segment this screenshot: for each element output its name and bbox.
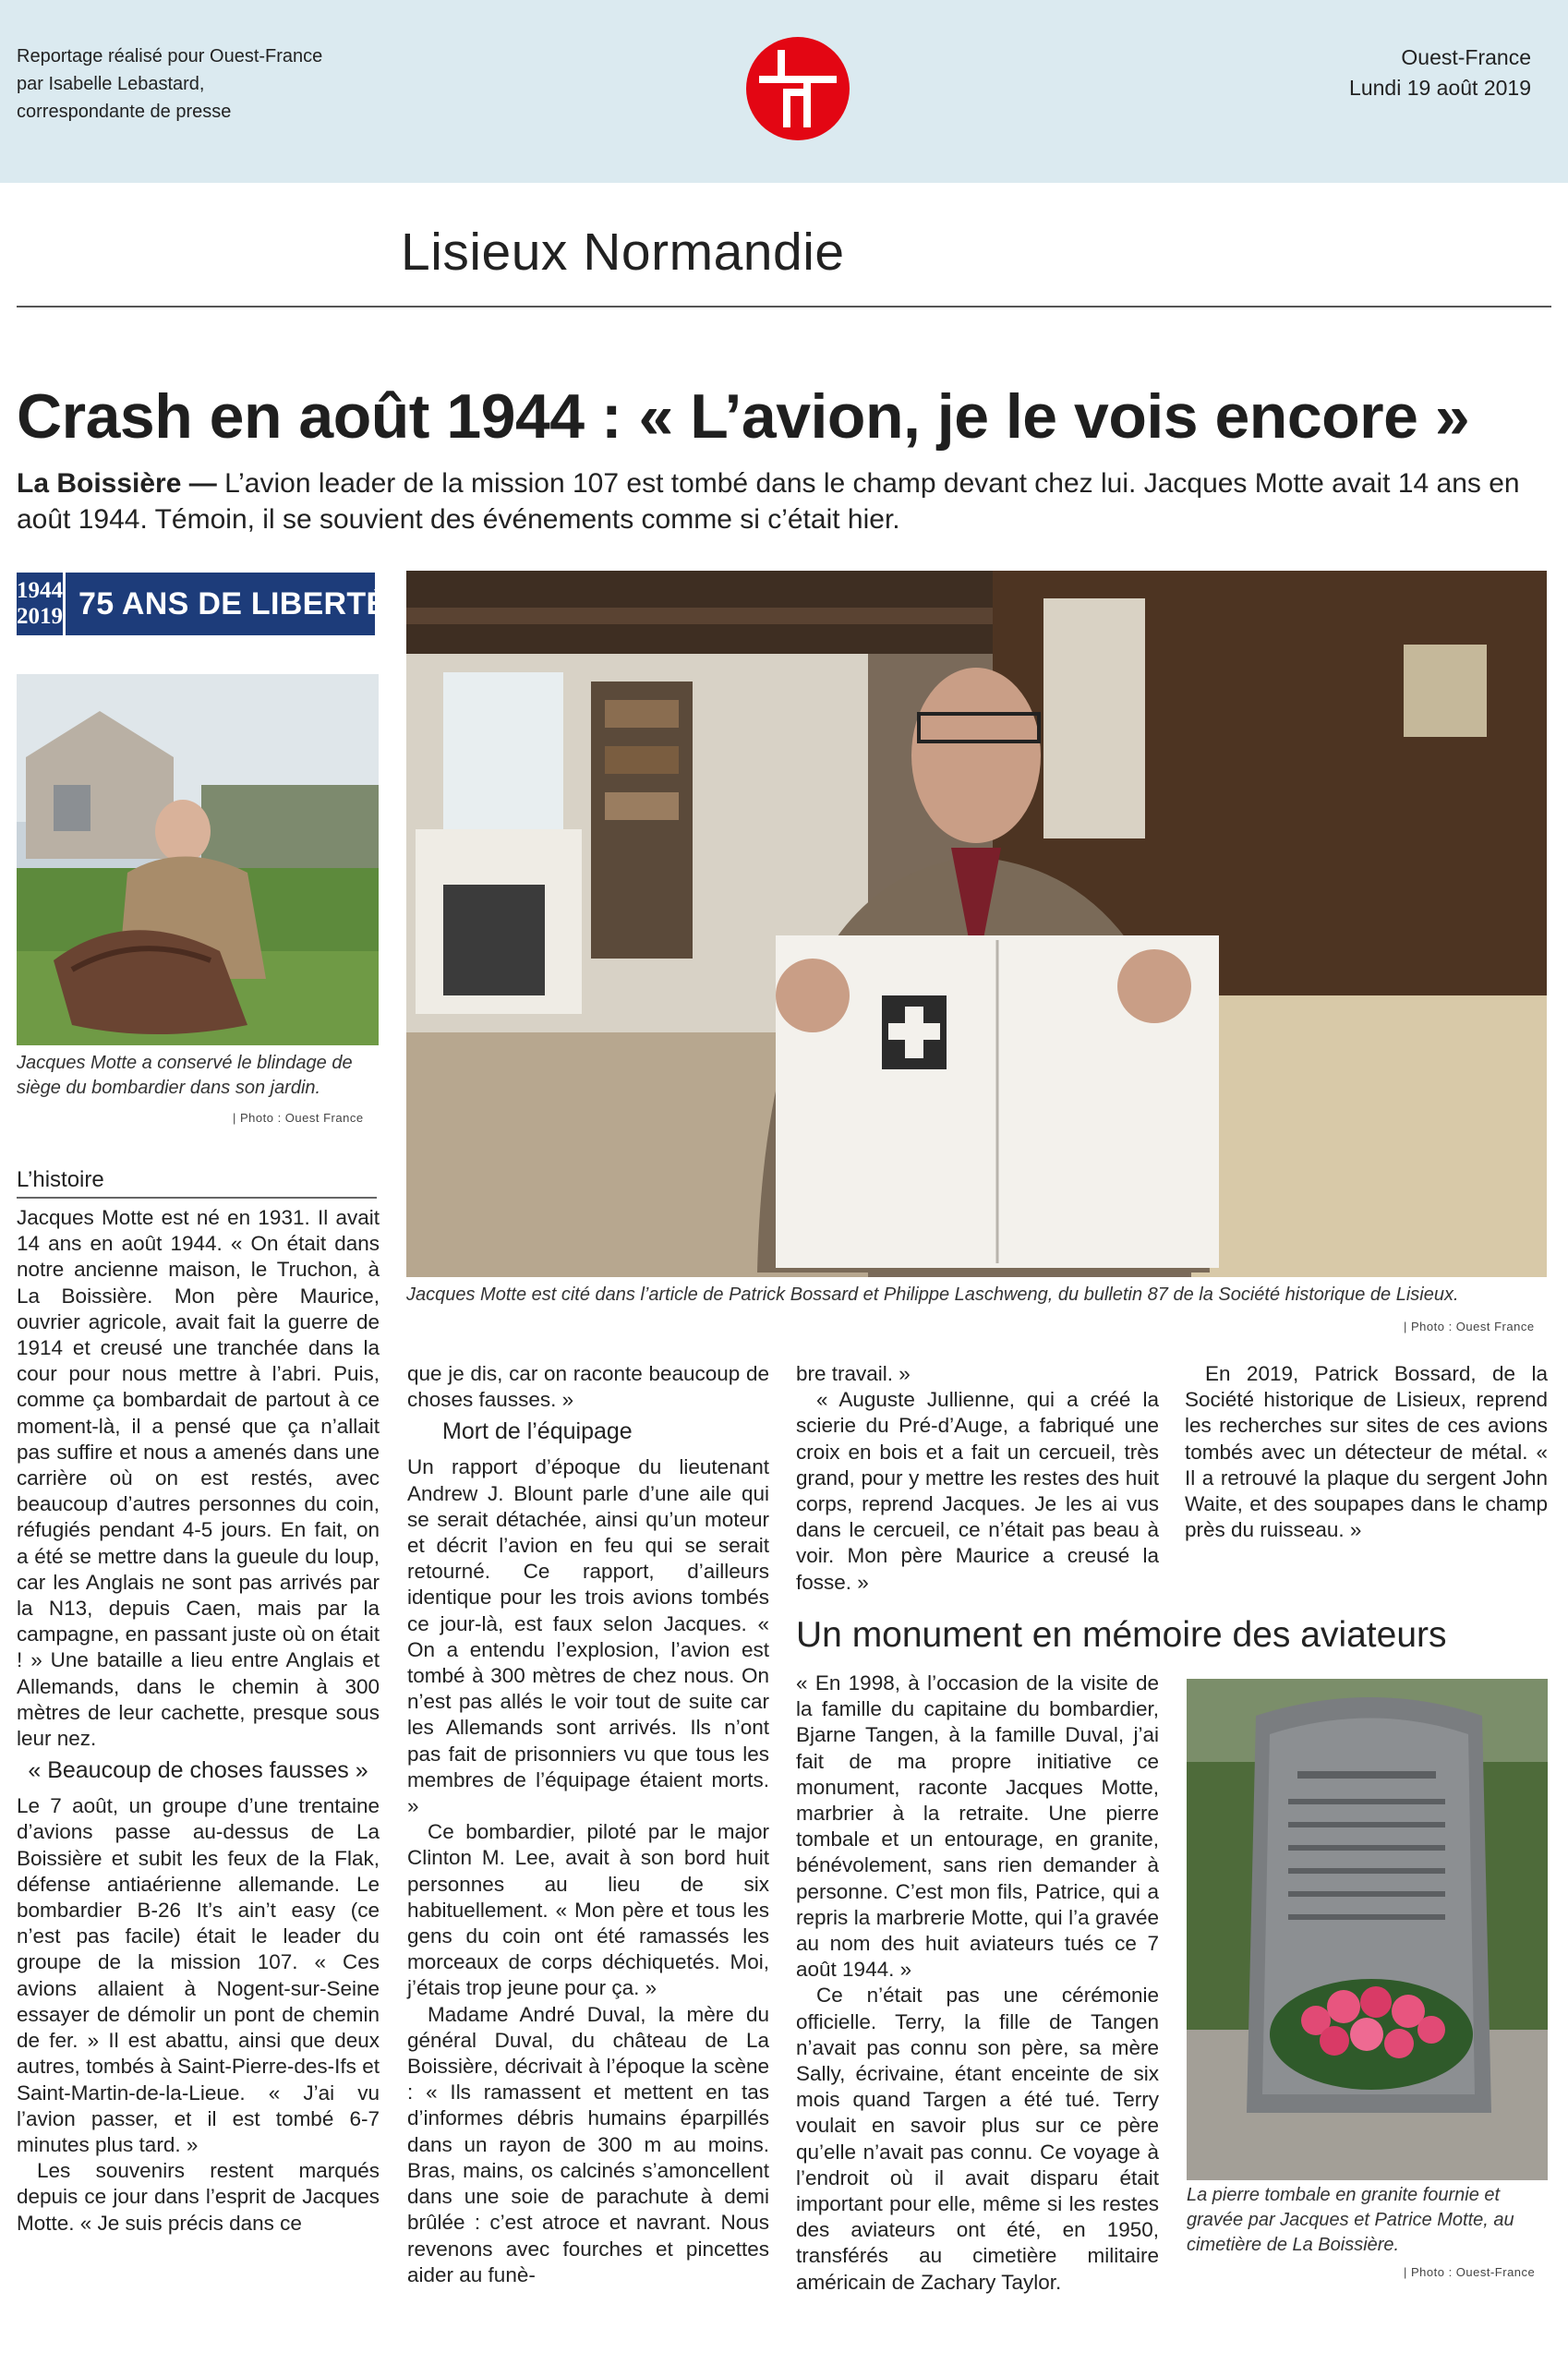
grave-photo xyxy=(1187,1679,1548,2180)
monument-heading: Un monument en mémoire des aviateurs xyxy=(796,1615,1447,1655)
main-photo-caption: Jacques Motte est cité dans l’article de Patrick Bossard et Philippe Laschweng, du bulletin 87 de la Société historique de Lisieux. xyxy=(406,1285,1459,1305)
col2-paragraph-0: que je dis, car on raconte beaucoup de choses fausses. » xyxy=(407,1362,769,1412)
credit-line-1: Reportage réalisé pour Ouest-France xyxy=(17,46,323,66)
garden-photo-caption: Jacques Motte a conservé le blindage de siège du bombardier dans son jardin. xyxy=(17,1053,353,1098)
monument-text xyxy=(796,1670,1159,2296)
publication-date: Lundi 19 août 2019 xyxy=(1349,76,1531,100)
standfirst xyxy=(17,465,1550,537)
garden-photo-credit: | Photo : Ouest France xyxy=(233,1111,364,1125)
column-4 xyxy=(1185,1361,1548,1543)
col2-paragraph-2: Ce bombardier, piloté par le major Clinton M. Lee, avait à son bord huit personnes au lieu de six habituellement. « Mon père et tous les gens du coin ont été ramassés les morceaux de corps déchiquetés. Moi, j’étais trop jeune pour ça. » xyxy=(407,1820,769,2000)
history-heading: L’histoire xyxy=(17,1167,377,1199)
badge-year-bottom: 2019 xyxy=(17,604,63,629)
main-photo xyxy=(406,571,1547,1277)
liberation-badge xyxy=(17,573,388,635)
col1-paragraph-3: Les souvenirs restent marqués depuis ce jour dans l’esprit de Jacques Motte. « Je suis précis dans ce xyxy=(17,2159,380,2235)
col3-paragraph-0: bre travail. » xyxy=(796,1362,911,1385)
col4-paragraph-1: En 2019, Patrick Bossard, de la Société historique de Lisieux, reprend les recherches sur sites de ces avions tombés avec un détecteur de métal. « Il a retrouvé la plaque du sergent John Waite, et des soupapes dans le champ près du ruisseau. » xyxy=(1185,1362,1548,1542)
reporter-credit xyxy=(17,42,322,126)
col1-paragraph-1: Jacques Motte est né en 1931. Il avait 14 ans en août 1944. « On était dans notre ancienne maison, le Truchon, à La Boissière. Mon père Maurice, ouvrier agricole, avait fait la guerre de 1914 et creusé une tranchée dans la cour pour nous mettre à l’abri. Puis, comme ça bombardait de partout à ce moment-là, il a pensé que ça n’allait pas suffire et nous a amenés dans une carrière où on est restés, avec beaucoup d’autres personnes du coin, réfugiés pendant 4-5 jours. En fait, on a été se mettre dans la gueule du loup, car les Anglais ne sont pas arrivés par la N13, depuis Caen, mais par la campagne, en passant juste où on était ! » Une bataille a lieu entre Anglais et Allemands, dans le chemin à 300 mètres de leur cachette, presque sous leur nez. xyxy=(17,1206,380,1751)
section-title: Lisieux Normandie xyxy=(401,223,845,282)
column-2 xyxy=(407,1361,769,2288)
credit-line-2: par Isabelle Lebastard, xyxy=(17,74,205,94)
headline: Crash en août 1944 : « L’avion, je le vois encore » xyxy=(17,381,1470,452)
column-1 xyxy=(17,1205,380,2237)
main-photo-credit: | Photo : Ouest France xyxy=(1404,1320,1535,1333)
standfirst-text: L’avion leader de la mission 107 est tombé dans le champ devant chez lui. Jacques Motte avait 14 ans en août 1944. Témoin, il se souvient des événements comme si c’était hier. xyxy=(17,468,1520,535)
ouest-france-logo-icon xyxy=(746,37,850,140)
col2-subhead: Mort de l’équipage xyxy=(442,1418,633,1445)
col2-paragraph-3: Madame André Duval, la mère du général Duval, du château de La Boissière, décrivait à l’époque la scène : « Ils ramassent et mettent en tas d’informes débris humains éparpillés dans un rayon de 300 m au moins. Bras, mains, os calcinés s’amoncellent dans une soie de parachute à demi brûlée : c’est atroce et navrant. Nous revenons avec fourches et pincettes aider au funè- xyxy=(407,2002,769,2286)
badge-years xyxy=(17,573,66,635)
badge-label: 75 ANS DE LIBERTÉ xyxy=(78,585,388,621)
publication-name: Ouest-France xyxy=(1401,45,1531,69)
monument-paragraph-1: « En 1998, à l’occasion de la visite de la famille du capitaine du bombardier, Bjarne Tangen, à la famille Duval, j’ai fait de ma propre initiative ce monument, raconte Jacques Motte, marbrier à la retraite. Une pierre tombale et un entourage, en granite, bénévolement, sans rien demander à personne. C’est mon fils, Patrice, qui a repris la marbrerie Motte, qui l’a gravée au nom des huit aviateurs tués ce 7 août 1944. » xyxy=(796,1671,1159,1982)
grave-photo-caption: La pierre tombale en granite fournie et gravée par Jacques et Patrice Motte, au cimetière de La Boissière. xyxy=(1187,2185,1514,2255)
col1-subhead: « Beaucoup de choses fausses » xyxy=(28,1757,368,1784)
col2-paragraph-1: Un rapport d’époque du lieutenant Andrew J. Blount parle d’une aile qui se serait détachée, ainsi qu’un moteur et décrit l’avion en feu qui se serait retourné. Ce rapport, d’ailleurs identique pour les trois avions tombés ce jour-là, est faux selon Jacques. « On a entendu l’explosion, l’avion est tombé à 300 mètres de chez nous. On n’est pas allés le voir tout de suite car les Allemands sont arrivés. Ils n’ont pas fait de prisonniers vu que tous les membres de l’équipage étaient morts. » xyxy=(407,1455,769,1818)
badge-year-top: 1944 xyxy=(17,578,63,603)
monument-paragraph-2: Ce n’était pas une cérémonie officielle. Terry, la fille de Tangen n’avait pas connu son père, sa mère Sally, écrivaine, étant enceinte de six mois quand Targen a été tué. Terry voulait en savoir plus sur ce père qu’elle n’avait pas connu. Ce voyage à l’endroit où il avait disparu était important pour elle, même si les restes des aviateurs ont été, en 1950, transférés au cimetière militaire américain de Zachary Taylor. xyxy=(796,1984,1159,2294)
col3-paragraph-1: « Auguste Jullienne, qui a créé la scierie du Pré-d’Auge, a fabriqué une croix en bois et a fait un cercueil, très grand, pour y mettre les restes des huit corps, reprend Jacques. Je les ai vus dans le cercueil, ce n’était pas beau à voir. Mon père Maurice a creusé la fosse. » xyxy=(796,1388,1159,1594)
credit-line-3: correspondante de presse xyxy=(17,102,232,122)
standfirst-place: La Boissière — xyxy=(17,468,217,499)
publication-info xyxy=(1349,42,1531,103)
garden-photo xyxy=(17,674,379,1045)
column-3 xyxy=(796,1361,1159,1596)
grave-photo-credit: | Photo : Ouest-France xyxy=(1404,2265,1536,2279)
section-divider xyxy=(17,306,1551,308)
col1-paragraph-2: Le 7 août, un groupe d’une trentaine d’avions passe au-dessus de La Boissière et subit les feux de la Flak, défense antiaérienne allemande. Le bombardier B-26 It’s ain’t easy (ce n’est pas facile) était le leader du groupe de la mission 107. « Ces avions allaient à Nogent-sur-Seine essayer de démolir un pont de chemin de fer. » Il est abattu, ainsi que deux autres, tombés à Saint-Pierre-des-Ifs et Saint-Martin-de-la-Lieue. « J’ai vu l’avion passer, et il est tombé 6-7 minutes plus tard. » xyxy=(17,1794,380,2156)
